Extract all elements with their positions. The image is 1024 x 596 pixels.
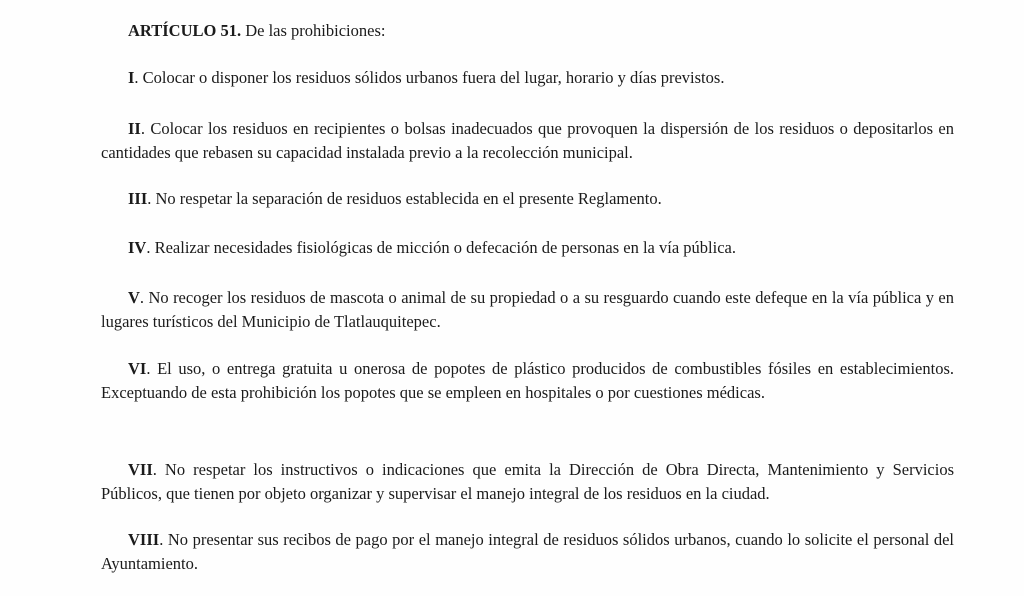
item-number: VIII: [128, 530, 160, 549]
prohibition-item-8: [101, 528, 954, 576]
prohibition-item-7: [101, 458, 954, 506]
prohibition-item-2: [101, 117, 954, 165]
article-label: ARTÍCULO 51.: [128, 21, 242, 40]
item-text: . Colocar o disponer los residuos sólidos urbanos fuera del lugar, horario y días previstos.: [134, 68, 725, 87]
item-text: . No respetar los instructivos o indicaciones que emita la Dirección de Obra Directa, Mantenimiento y Servicios Públicos, que tienen por objeto organizar y supervisar el manejo integral de los residuos en la ciudad.: [101, 460, 954, 503]
prohibition-item-3: [128, 187, 954, 211]
item-text: . Colocar los residuos en recipientes o bolsas inadecuados que provoquen la dispersión de los residuos o depositarlos en cantidades que rebasen su capacidad instalada previo a la recolección municipal.: [101, 119, 954, 162]
prohibition-item-4: [128, 236, 954, 260]
prohibition-item-6: [101, 357, 954, 405]
item-text: . Realizar necesidades fisiológicas de micción o defecación de personas en la vía pública.: [146, 238, 736, 257]
item-number: II: [128, 119, 141, 138]
item-number: IV: [128, 238, 147, 257]
item-number: V: [128, 288, 140, 307]
item-text: . No recoger los residuos de mascota o animal de su propiedad o a su resguardo cuando este defeque en la vía pública y en lugares turísticos del Municipio de Tlatlauquitepec.: [101, 288, 954, 331]
item-number: I: [128, 68, 135, 87]
item-number: III: [128, 189, 148, 208]
item-text: . No presentar sus recibos de pago por el manejo integral de residuos sólidos urbanos, cuando lo solicite el personal del Ayuntamiento.: [101, 530, 954, 573]
article-title: [128, 20, 385, 42]
item-number: VI: [128, 359, 147, 378]
item-number: VII: [128, 460, 153, 479]
article-heading: De las prohibiciones:: [241, 21, 386, 40]
item-text: . No respetar la separación de residuos establecida en el presente Reglamento.: [147, 189, 662, 208]
item-text: . El uso, o entrega gratuita u onerosa de popotes de plástico producidos de combustibles fósiles en establecimientos. Exceptuando de esta prohibición los popotes que se empleen en hospitales o por cuestiones médicas.: [101, 359, 954, 402]
prohibition-item-5: [101, 286, 954, 334]
prohibition-item-1: [128, 66, 954, 90]
